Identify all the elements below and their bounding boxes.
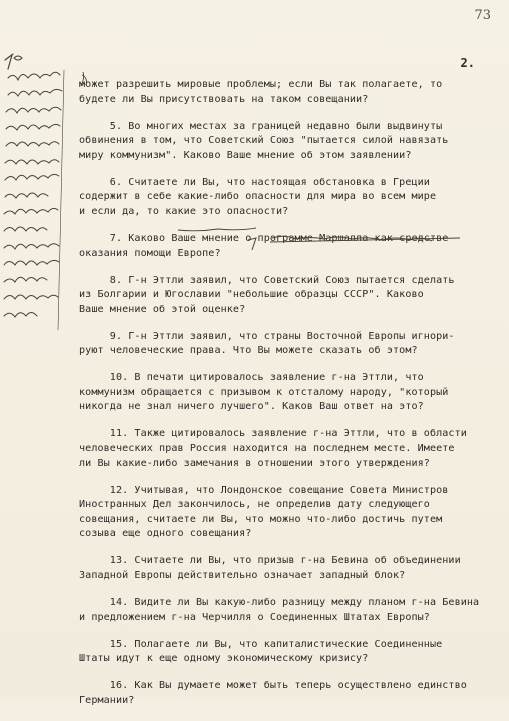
text-line: 6. Считаете ли Вы, что настоящая обстановка в Греции: [79, 176, 430, 188]
text-line: миру коммунизм". Каково Ваше мнение об этом заявлении?: [79, 149, 412, 161]
paragraph: [79, 484, 499, 542]
typed-text-body: [79, 78, 499, 721]
text-line: никогда не знал ничего лучшего". Каков Ваш ответ на это?: [79, 401, 424, 413]
paragraph: [79, 120, 499, 164]
text-line: ли Вы какие-либо замечания в отношении этого утверждения?: [79, 457, 430, 469]
text-line: из Болгарии и Югославии "небольшие образцы СССР". Каково: [79, 289, 424, 301]
text-line: коммунизм обращается с призывом к отсталому народу, "который: [79, 386, 449, 398]
text-line: руют человеческие права. Что Вы можете сказать об этом?: [79, 345, 418, 357]
text-line: человеческих прав Россия находится на последнем месте. Имеете: [79, 443, 455, 455]
text-line: обвинения в том, что Советский Союз "пытается силой навязать: [79, 135, 449, 147]
paragraph: [79, 596, 499, 625]
text-line: совещания, считаете ли Вы, что можно что-либо достичь путем: [79, 513, 443, 525]
text-line: 8. Г-н Эттли заявил, что Советский Союз пытается сделать: [79, 274, 455, 286]
text-line: и предложением г-на Черчилля о Соединенных Штатах Европы?: [79, 611, 430, 623]
text-line: содержит в себе какие-либо опасности для мира во всем мире: [79, 191, 437, 203]
paragraph: [79, 638, 499, 667]
text-line: может разрешить мировые проблемы; если Вы так полагаете, то: [79, 79, 443, 90]
paragraph: [79, 554, 499, 583]
text-line: Германии?: [79, 694, 135, 706]
text-line: будете ли Вы присутствовать на таком совещании?: [79, 93, 369, 105]
text-line: 11. Также цитировалось заявление г-на Эттли, что в области: [79, 428, 467, 440]
text-line: Штаты идут к еще одному экономическому кризису?: [79, 653, 369, 665]
sheet-number: 73: [474, 8, 491, 23]
text-line: 10. В печати цитировалось заявление г-на Эттли, что: [79, 372, 424, 384]
margin-handwriting: [4, 54, 64, 330]
text-line: 16. Как Вы думаете может быть теперь осуществлено единство: [79, 680, 467, 692]
text-line: 13. Считаете ли Вы, что призыв г-на Бевина об объединении: [79, 555, 461, 567]
paragraph: [79, 427, 499, 471]
page-number: 2.: [460, 56, 475, 70]
paragraph: [79, 176, 499, 220]
text-line: 7. Каково Ваше мнение о программе Маршалла как средстве: [79, 232, 449, 244]
text-line: 15. Полагаете ли Вы, что капиталистические Соединенные: [79, 638, 443, 650]
text-line: 12. Учитывая, что Лондонское совещание Совета Министров: [79, 484, 449, 496]
text-line: 5. Во многих местах за границей недавно были выдвинуты: [79, 120, 443, 132]
paragraph: [79, 371, 499, 415]
paragraph: [79, 274, 499, 318]
text-line: 14. Видите ли Вы какую-либо разницу между планом г-на Бевина: [79, 596, 480, 608]
paragraph: [79, 679, 499, 708]
text-line: 9. Г-н Эттли заявил, что страны Восточной Европы игнори-: [79, 330, 455, 342]
paragraph: [79, 330, 499, 359]
text-line: оказания помощи Европе?: [79, 247, 221, 259]
paragraph: [79, 232, 499, 261]
text-line: Западной Европы действительно означает западный блок?: [79, 569, 406, 581]
text-line: и если да, то какие это опасности?: [79, 205, 289, 217]
text-line: Иностранных Дел закончилось, не определив дату следующего: [79, 499, 430, 511]
text-line: созыва еще одного совещания?: [79, 528, 252, 540]
paragraph: [79, 78, 499, 107]
text-line: Ваше мнение об этой оценке?: [79, 303, 246, 315]
